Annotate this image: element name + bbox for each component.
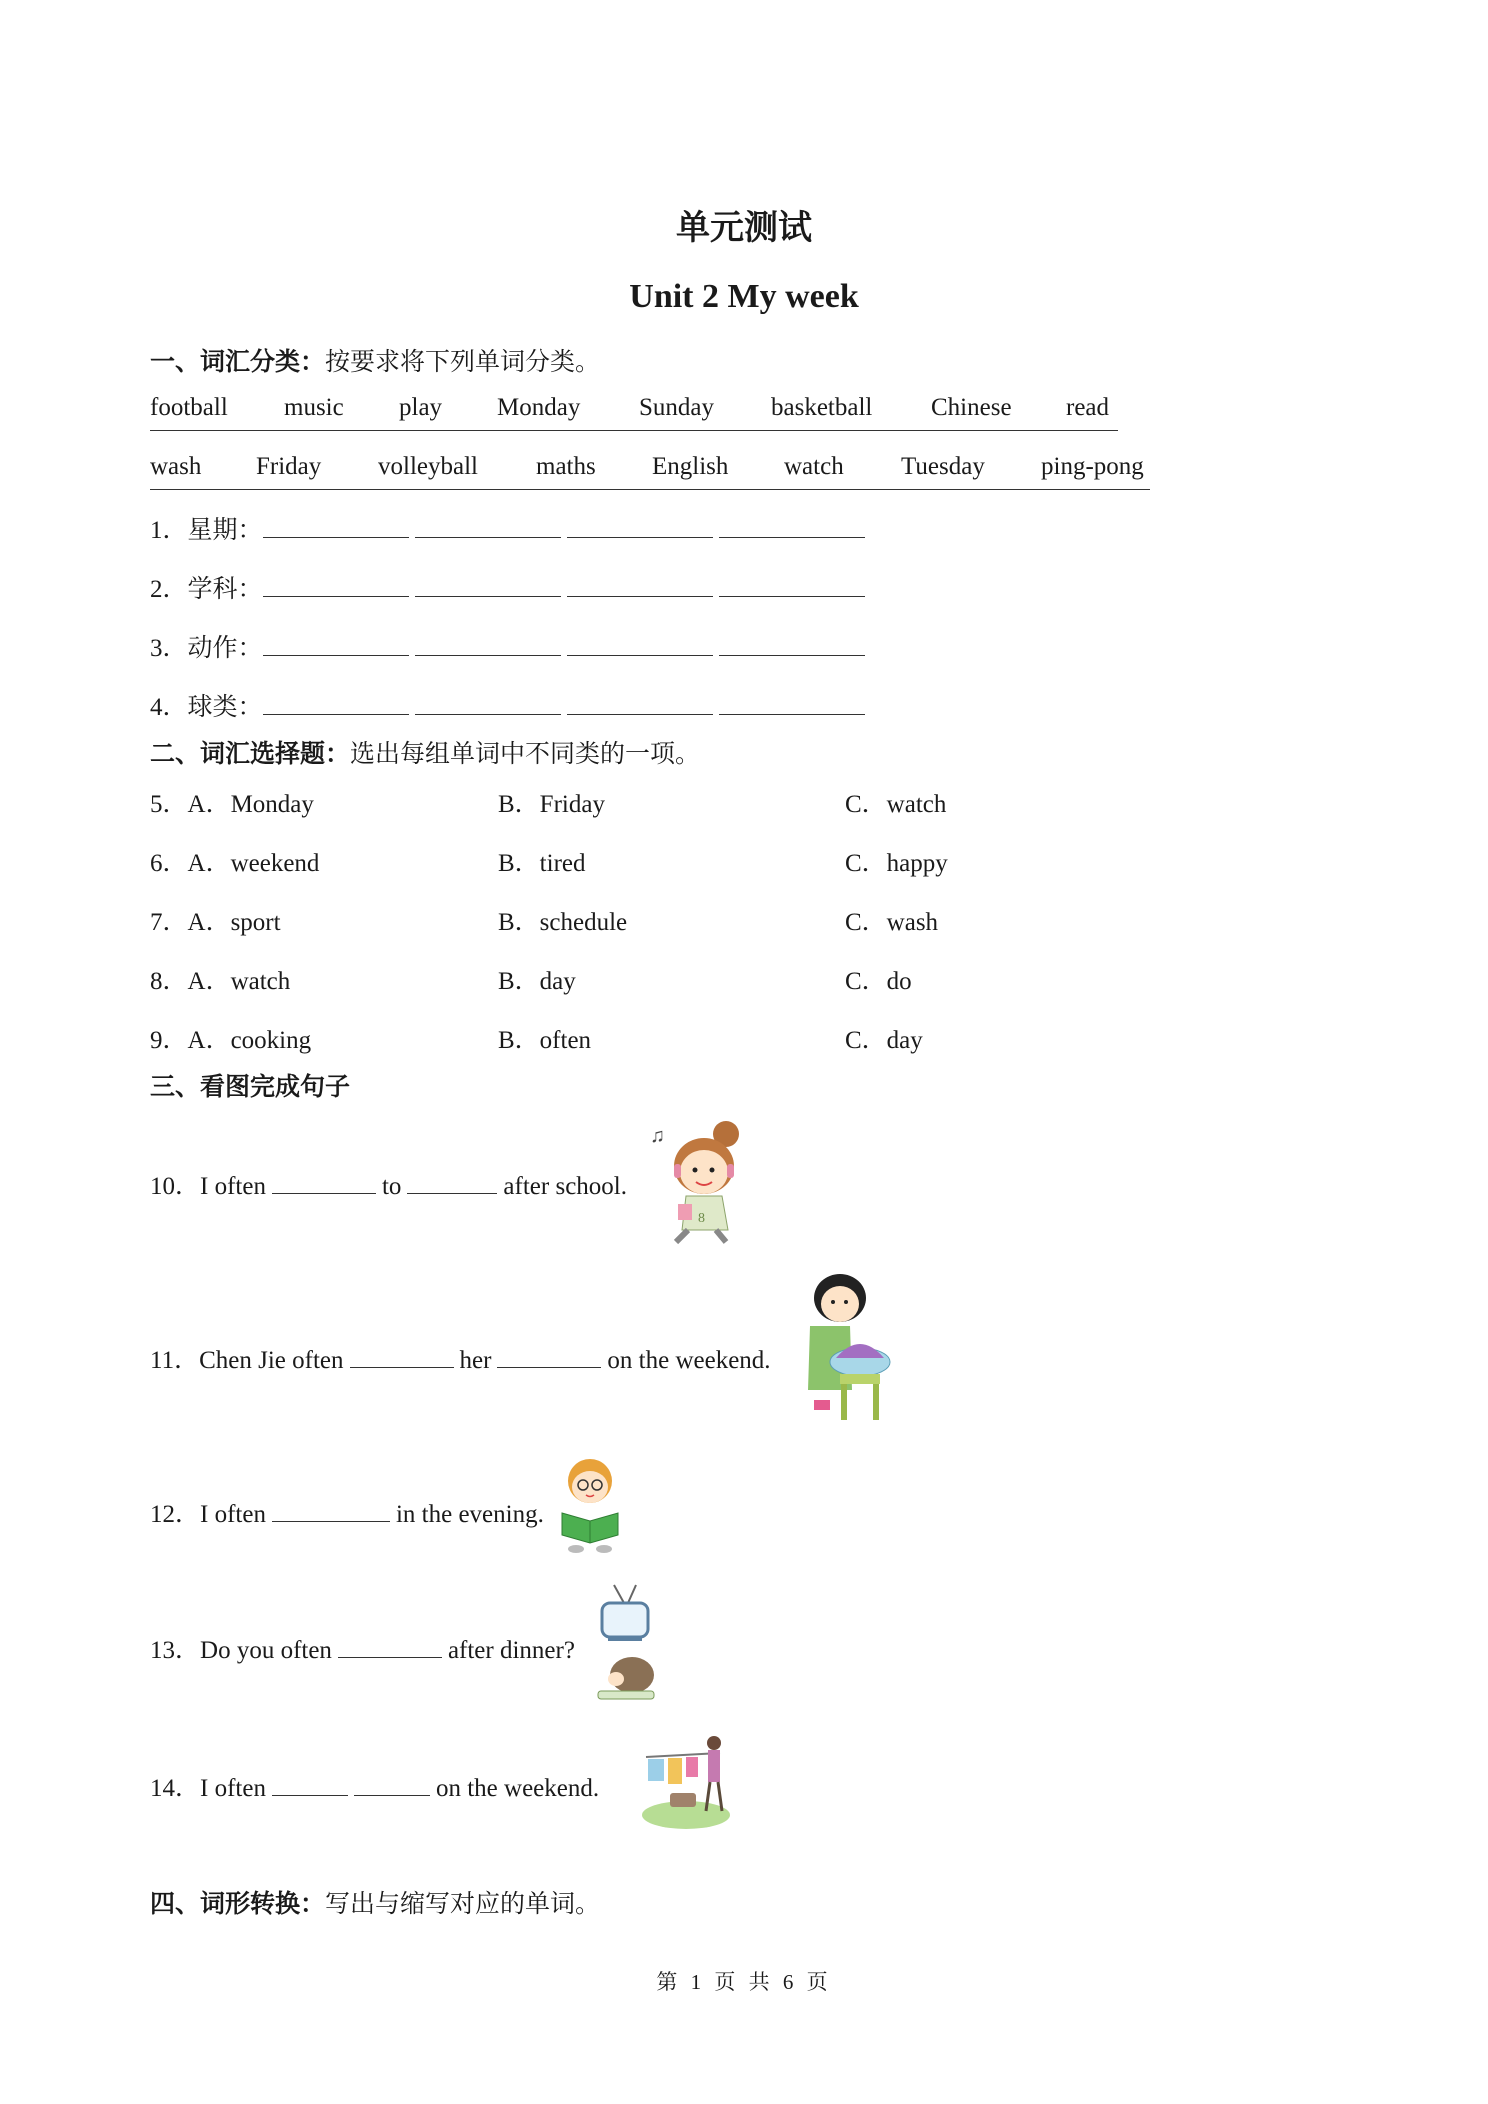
page-subtitle: Unit 2 My week bbox=[629, 278, 859, 315]
option-b[interactable]: B．tired bbox=[498, 850, 586, 877]
word-bank-item: read bbox=[1066, 394, 1110, 421]
category-line-3 bbox=[150, 628, 871, 664]
sentence-part: on the weekend. bbox=[435, 1775, 600, 1802]
hanging-laundry-illustration bbox=[640, 1733, 732, 1829]
answer-blank[interactable] bbox=[719, 633, 865, 656]
option-b[interactable]: B．schedule bbox=[498, 909, 628, 936]
category-line-1 bbox=[150, 510, 871, 546]
category-label: 星期： bbox=[187, 517, 263, 544]
word-bank-item: football bbox=[150, 394, 228, 421]
category-label: 学科： bbox=[187, 576, 263, 603]
section3-heading bbox=[150, 1067, 350, 1103]
section4-heading bbox=[150, 1884, 600, 1920]
girl-washing-clothes-illustration bbox=[800, 1270, 895, 1430]
option-c[interactable]: C．do bbox=[845, 968, 912, 995]
section2-instruction: 选出每组单词中不同类的一项。 bbox=[350, 741, 701, 768]
answer-blank[interactable] bbox=[719, 574, 865, 597]
music-note-icon: ♫ bbox=[650, 1125, 665, 1147]
word-bank-row-1 bbox=[150, 390, 1118, 431]
word-bank-item: Sunday bbox=[639, 394, 714, 421]
word-bank-item: maths bbox=[536, 453, 596, 480]
answer-blank[interactable] bbox=[415, 515, 561, 538]
question-number: 2． bbox=[150, 576, 188, 603]
question-number: 6． bbox=[150, 850, 188, 877]
answer-blank[interactable] bbox=[567, 574, 713, 597]
answer-blank[interactable] bbox=[338, 1635, 442, 1658]
question-number: 12． bbox=[150, 1501, 201, 1528]
word-bank-item: English bbox=[652, 453, 729, 480]
category-label: 动作： bbox=[187, 635, 263, 662]
answer-blank[interactable] bbox=[497, 1345, 601, 1368]
word-bank-item: Chinese bbox=[931, 394, 1012, 421]
question-number: 13． bbox=[150, 1637, 201, 1664]
answer-blank[interactable] bbox=[567, 692, 713, 715]
answer-blank[interactable] bbox=[350, 1345, 454, 1368]
category-label: 球类： bbox=[187, 694, 263, 721]
question-number: 11． bbox=[150, 1347, 200, 1374]
question-number: 10． bbox=[150, 1173, 201, 1200]
answer-blank[interactable] bbox=[719, 515, 865, 538]
watching-tv-illustration bbox=[594, 1583, 658, 1703]
answer-blank[interactable] bbox=[263, 515, 409, 538]
girl-listening-music-illustration bbox=[648, 1120, 748, 1245]
question-number: 14． bbox=[150, 1775, 201, 1802]
option-a[interactable]: A．sport bbox=[187, 909, 281, 936]
option-c[interactable]: C．happy bbox=[845, 850, 948, 877]
word-bank-item: Friday bbox=[256, 453, 322, 480]
word-bank-item: Tuesday bbox=[901, 453, 985, 480]
sentence-part: I often bbox=[200, 1501, 266, 1528]
sentence-part: in the evening. bbox=[395, 1501, 544, 1528]
picture-question-14 bbox=[150, 1768, 599, 1804]
word-bank-item: volleyball bbox=[378, 453, 478, 480]
option-c[interactable]: C．wash bbox=[845, 909, 939, 936]
word-bank-item: Monday bbox=[497, 394, 581, 421]
answer-blank[interactable] bbox=[263, 633, 409, 656]
page-footer: 第 1 页 共 6 页 bbox=[656, 1970, 832, 1994]
section4-heading-label: 四、词形转换： bbox=[150, 1891, 326, 1918]
svg-text:8: 8 bbox=[698, 1211, 705, 1226]
answer-blank[interactable] bbox=[719, 692, 865, 715]
option-c[interactable]: C．watch bbox=[845, 791, 947, 818]
answer-blank[interactable] bbox=[567, 515, 713, 538]
category-line-2 bbox=[150, 569, 871, 605]
picture-question-11 bbox=[150, 1340, 771, 1376]
answer-blank[interactable] bbox=[415, 692, 561, 715]
question-number: 5． bbox=[150, 791, 188, 818]
section3-heading-label: 三、看图完成句子 bbox=[150, 1074, 351, 1101]
sentence-part: after dinner? bbox=[447, 1637, 575, 1664]
question-number: 7． bbox=[150, 909, 188, 936]
word-bank-item: basketball bbox=[771, 394, 873, 421]
option-b[interactable]: B．day bbox=[498, 968, 576, 995]
answer-blank[interactable] bbox=[272, 1773, 348, 1796]
section1-heading-label: 一、词汇分类： bbox=[150, 349, 326, 376]
sentence-part: her bbox=[459, 1347, 492, 1374]
option-a[interactable]: A．weekend bbox=[187, 850, 320, 877]
question-number: 9． bbox=[150, 1027, 188, 1054]
option-a[interactable]: A．Monday bbox=[187, 791, 314, 818]
picture-question-12 bbox=[150, 1494, 544, 1530]
question-number: 4． bbox=[150, 694, 188, 721]
question-number: 1． bbox=[150, 517, 188, 544]
word-bank-item: music bbox=[284, 394, 344, 421]
answer-blank[interactable] bbox=[415, 574, 561, 597]
sentence-part: Chen Jie often bbox=[199, 1347, 344, 1374]
answer-blank[interactable] bbox=[263, 574, 409, 597]
answer-blank[interactable] bbox=[567, 633, 713, 656]
question-number: 8． bbox=[150, 968, 188, 995]
answer-blank[interactable] bbox=[354, 1773, 430, 1796]
option-a[interactable]: A．watch bbox=[187, 968, 291, 995]
sentence-part: Do you often bbox=[200, 1637, 332, 1664]
word-bank-item: wash bbox=[150, 453, 202, 480]
sentence-part: to bbox=[381, 1173, 402, 1200]
answer-blank[interactable] bbox=[272, 1171, 376, 1194]
answer-blank[interactable] bbox=[263, 692, 409, 715]
page-title: 单元测试 bbox=[676, 210, 812, 247]
option-c[interactable]: C．day bbox=[845, 1027, 923, 1054]
question-number: 3． bbox=[150, 635, 188, 662]
option-b[interactable]: B．Friday bbox=[498, 791, 605, 818]
section2-heading bbox=[150, 734, 700, 770]
section4-instruction: 写出与缩写对应的单词。 bbox=[325, 1891, 601, 1918]
boy-reading-book-illustration bbox=[556, 1455, 624, 1555]
picture-question-13 bbox=[150, 1630, 575, 1666]
answer-blank[interactable] bbox=[415, 633, 561, 656]
answer-blank[interactable] bbox=[407, 1171, 497, 1194]
answer-blank[interactable] bbox=[272, 1499, 390, 1522]
option-a[interactable]: A．cooking bbox=[187, 1027, 312, 1054]
sentence-part: I often bbox=[200, 1775, 266, 1802]
word-bank-item: watch bbox=[784, 453, 844, 480]
word-bank-item: ping-pong bbox=[1041, 453, 1144, 480]
option-b[interactable]: B．often bbox=[498, 1027, 592, 1054]
word-bank-item: play bbox=[399, 394, 443, 421]
sentence-part: on the weekend. bbox=[607, 1347, 771, 1374]
section2-heading-label: 二、词汇选择题： bbox=[150, 741, 351, 768]
section1-instruction: 按要求将下列单词分类。 bbox=[325, 349, 601, 376]
picture-question-10 bbox=[150, 1166, 627, 1202]
sentence-part: after school. bbox=[503, 1173, 627, 1200]
section1-heading bbox=[150, 342, 600, 378]
category-line-4 bbox=[150, 687, 871, 723]
word-bank-row-2 bbox=[150, 449, 1150, 490]
sentence-part: I often bbox=[200, 1173, 266, 1200]
